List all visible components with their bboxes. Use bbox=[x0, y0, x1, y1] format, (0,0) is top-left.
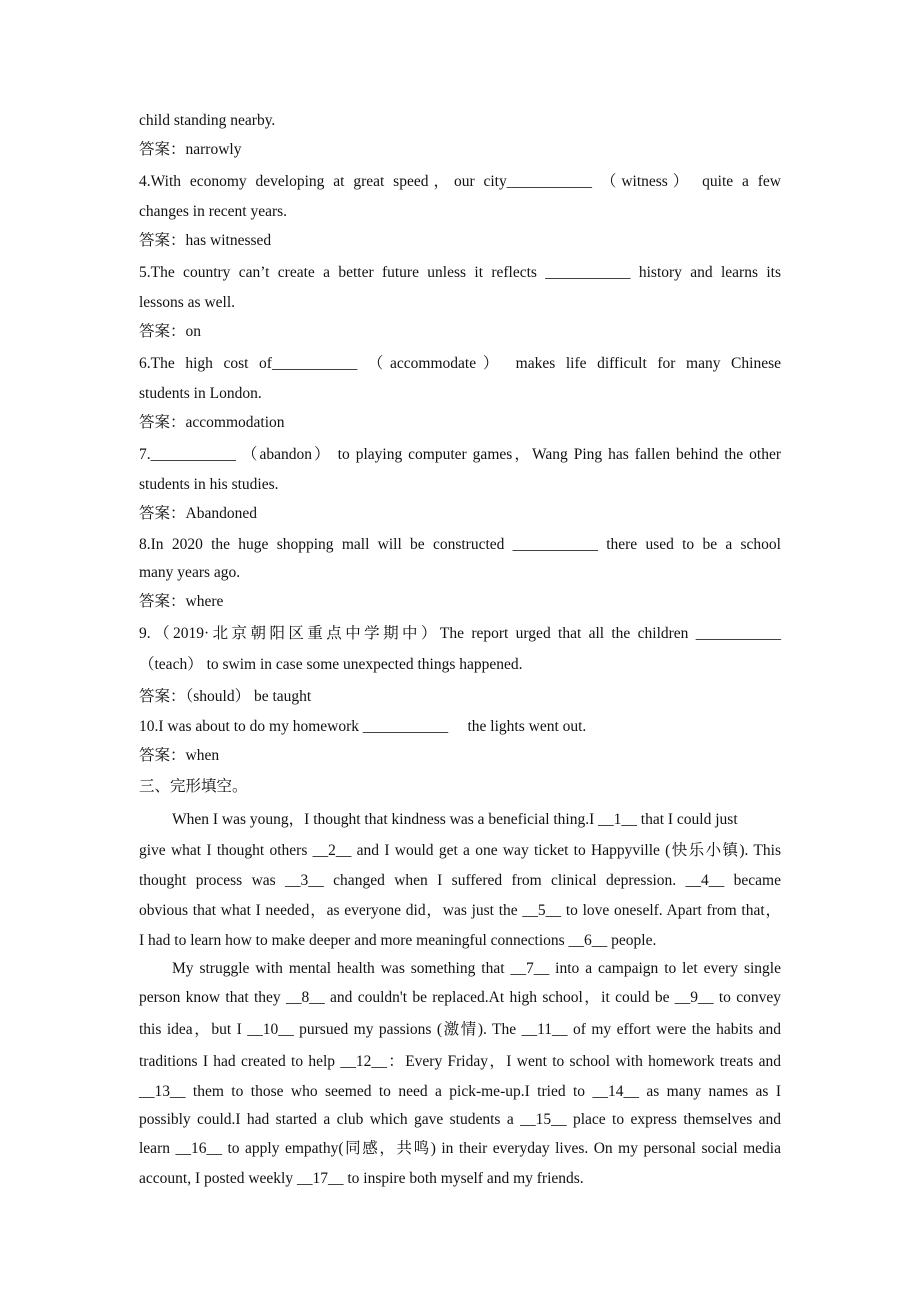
text-line: 8.In 2020 the huge shopping mall will be constructed ___________ there used to be a school bbox=[139, 536, 781, 553]
text-line: this idea，but I __10__ pursued my passions (激情). The __11__ of my effort were the habits and bbox=[139, 1021, 781, 1038]
text-line: traditions I had created to help __12__：Every Friday，I went to school with homework treats and bbox=[139, 1053, 781, 1070]
answer-line: 答案：has witnessed bbox=[139, 232, 272, 249]
text-line: students in his studies. bbox=[139, 476, 279, 493]
text-line: learn __16__ to apply empathy(同感，共鸣) in their everyday lives. On my personal social media bbox=[139, 1140, 781, 1157]
text-line: 5.The country can’t create a better future unless it reflects ___________ history and learns its bbox=[139, 264, 781, 281]
text-line: __13__ them to those who seemed to need a pick-me-up.I tried to __14__ as many names as I bbox=[139, 1083, 781, 1100]
text-line: students in London. bbox=[139, 385, 262, 402]
text-line: I had to learn how to make deeper and more meaningful connections __6__ people. bbox=[139, 932, 657, 949]
section-heading: 三、完形填空。 bbox=[139, 778, 248, 795]
text-line: account, I posted weekly __17__ to inspire both myself and my friends. bbox=[139, 1170, 584, 1187]
text-line: person know that they __8__ and couldn't be replaced.At high school，it could be __9__ to convey bbox=[139, 989, 781, 1006]
text-line: possibly could.I had started a club which gave students a __15__ place to express themselves and bbox=[139, 1111, 781, 1128]
answer-line: 答案：on bbox=[139, 323, 202, 340]
text-line: 10.I was about to do my homework ___________ the lights went out. bbox=[139, 718, 587, 735]
answer-line: 答案：where bbox=[139, 593, 224, 610]
answer-line: 答案：accommodation bbox=[139, 414, 285, 431]
text-line: 4.With economy developing at great speed，our city___________ （witness） quite a few bbox=[139, 173, 781, 190]
text-line: 9.（2019·北京朝阳区重点中学期中）The report urged that all the children ___________ bbox=[139, 625, 781, 642]
text-line: child standing nearby. bbox=[139, 112, 276, 129]
text-line: give what I thought others __2__ and I would get a one way ticket to Happyville (快乐小镇). This bbox=[139, 842, 781, 859]
answer-line: 答案：when bbox=[139, 747, 220, 764]
answer-line: 答案：（should） be taught bbox=[139, 688, 312, 705]
text-line: obvious that what I needed，as everyone did，was just the __5__ to love oneself. Apart from that， bbox=[139, 902, 781, 919]
text-line: 6.The high cost of___________ （accommodate） makes life difficult for many Chinese bbox=[139, 355, 781, 372]
text-line: thought process was __3__ changed when I suffered from clinical depression. __4__ became bbox=[139, 872, 781, 889]
text-line: （teach） to swim in case some unexpected things happened. bbox=[139, 656, 523, 673]
text-line: lessons as well. bbox=[139, 294, 236, 311]
text-line: When I was young，I thought that kindness was a beneficial thing.I __1__ that I could just bbox=[172, 811, 738, 828]
text-line: 7.___________ （abandon） to playing computer games，Wang Ping has fallen behind the other bbox=[139, 446, 781, 463]
text-line: many years ago. bbox=[139, 564, 241, 581]
text-line: My struggle with mental health was something that __7__ into a campaign to let every single bbox=[172, 960, 781, 977]
answer-line: 答案：narrowly bbox=[139, 141, 242, 158]
answer-line: 答案：Abandoned bbox=[139, 505, 257, 522]
text-line: changes in recent years. bbox=[139, 203, 288, 220]
